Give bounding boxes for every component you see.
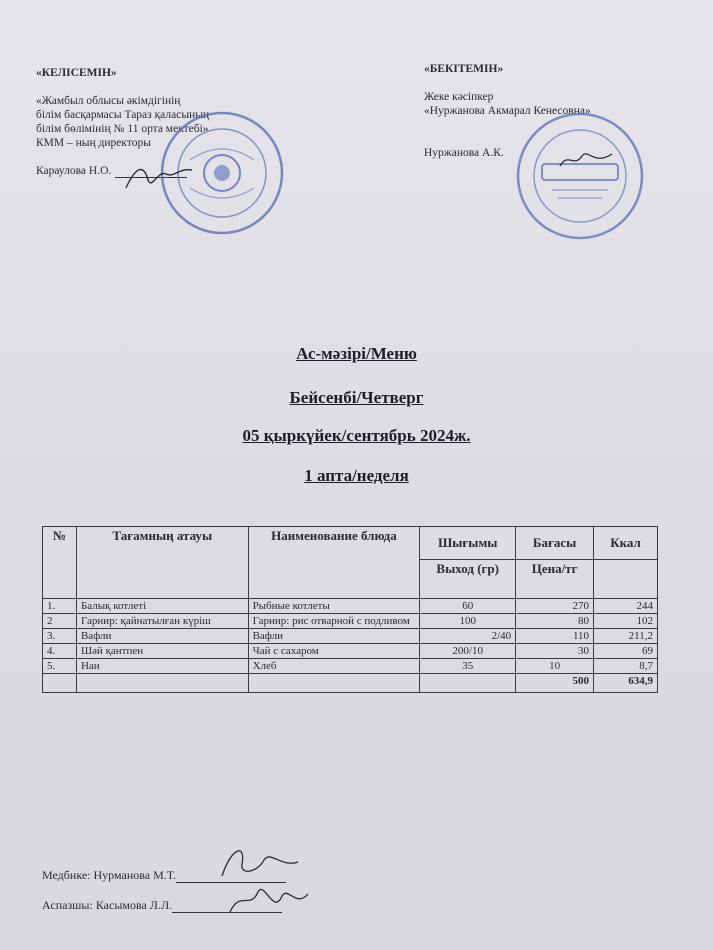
col-header-kcal: Ккал [594, 527, 658, 560]
col-header-yield-ru: Выход (гр) [420, 560, 516, 599]
dish-name-ru: Гарнир: рис отварной с подливом [248, 614, 420, 629]
row-number: 4. [43, 644, 77, 659]
dish-kcal: 102 [594, 614, 658, 629]
col-header-name-kz: Тағамның атауы [76, 527, 248, 599]
week-title: 1 апта/неделя [304, 466, 409, 485]
row-number: 1. [43, 599, 77, 614]
dish-price: 30 [516, 644, 594, 659]
dish-name-ru: Хлеб [248, 659, 420, 674]
total-empty-cell [43, 674, 77, 693]
signer-name-right: Нуржанова А.К. [424, 147, 504, 159]
table-header-row [43, 527, 658, 560]
row-number: 2 [43, 614, 77, 629]
table-total-row [43, 674, 658, 693]
menu-title: Ас-мәзірі/Меню [296, 344, 417, 363]
dish-name-kz: Гарнир: қайнатылған күріш [76, 614, 248, 629]
table-row [43, 629, 658, 644]
approval-line: «Нуржанова Акмарал Кенесовна» [424, 105, 591, 117]
dish-price: 10 [516, 659, 594, 674]
table-row [43, 614, 658, 629]
dish-name-kz: Нан [76, 659, 248, 674]
total-kcal: 634,9 [594, 674, 658, 693]
signature-scribble-nurse [212, 842, 302, 882]
dish-kcal: 69 [594, 644, 658, 659]
cook-name: Аспазшы: Касымова Л.Л. [42, 898, 173, 912]
row-number: 5. [43, 659, 77, 674]
col-header-price-kz: Бағасы [516, 527, 594, 560]
day-title: Бейсенбі/Четверг [289, 388, 424, 407]
table-row [43, 644, 658, 659]
nurse-name: Медбике: Нурманова М.Т. [42, 868, 176, 882]
dish-yield: 60 [420, 599, 516, 614]
dish-name-ru: Вафли [248, 629, 420, 644]
dish-kcal: 244 [594, 599, 658, 614]
table-row [43, 659, 658, 674]
col-header-empty [594, 560, 658, 599]
signature-scribble-left [122, 160, 196, 194]
date-title: 05 қыркүйек/сентябрь 2024ж. [242, 426, 471, 445]
approval-heading-right: «БЕКІТЕМІН» [424, 63, 504, 75]
round-seal-stamp-right [512, 108, 648, 244]
approval-heading-left: «КЕЛІСЕМІН» [36, 67, 117, 79]
approval-line: «Жамбыл облысы әкімдігінің [36, 95, 181, 107]
dish-kcal: 8,7 [594, 659, 658, 674]
dish-price: 270 [516, 599, 594, 614]
approval-line: Жеке кәсіпкер [424, 91, 494, 103]
approval-line: білім бөлімінің № 11 орта мектебі» [36, 123, 209, 135]
dish-name-kz: Балық котлеті [76, 599, 248, 614]
total-empty-cell [248, 674, 420, 693]
col-header-name-ru: Наименование блюда [248, 527, 420, 599]
signature-scribble-cook [222, 880, 312, 920]
total-price: 500 [516, 674, 594, 693]
dish-price: 110 [516, 629, 594, 644]
signature-scribble-right [556, 148, 616, 172]
total-empty-cell [420, 674, 516, 693]
approval-line: КММ – ның директоры [36, 137, 151, 149]
dish-kcal: 211,2 [594, 629, 658, 644]
dish-yield: 35 [420, 659, 516, 674]
dish-name-kz: Шәй қантпен [76, 644, 248, 659]
dish-price: 80 [516, 614, 594, 629]
dish-name-kz: Вафли [76, 629, 248, 644]
table-row [43, 599, 658, 614]
signer-name-left: Караулова Н.О. [36, 165, 112, 177]
col-header-price-ru: Цена/тг [516, 560, 594, 599]
dish-yield: 100 [420, 614, 516, 629]
dish-name-ru: Рыбные котлеты [248, 599, 420, 614]
menu-table [42, 526, 658, 693]
dish-yield: 2/40 [420, 629, 516, 644]
total-empty-cell [76, 674, 248, 693]
col-header-number: № [43, 527, 77, 599]
col-header-yield-kz: Шығымы [420, 527, 516, 560]
dish-yield: 200/10 [420, 644, 516, 659]
approval-line: білім басқармасы Тараз қаласының [36, 109, 210, 121]
dish-name-ru: Чай с сахаром [248, 644, 420, 659]
row-number: 3. [43, 629, 77, 644]
